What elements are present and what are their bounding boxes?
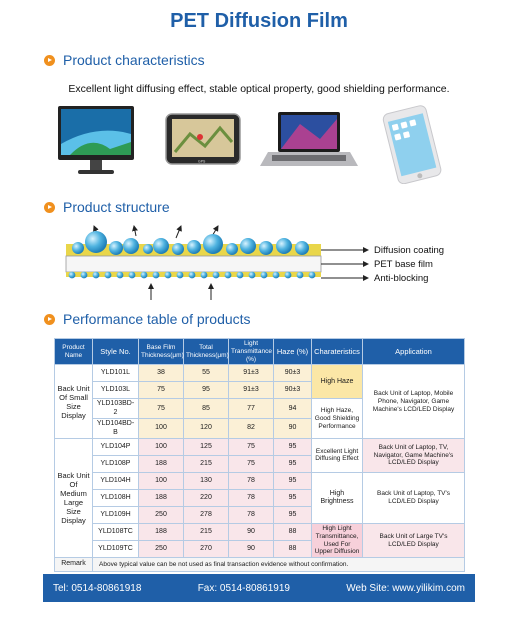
cell-light: 78 — [229, 489, 274, 506]
cell-style: YLD109H — [93, 506, 139, 523]
cell-style: YLD104P — [93, 438, 139, 455]
orange-arrow-bullet-icon — [44, 314, 55, 325]
cell-style: YLD101L — [93, 365, 139, 382]
header-light-transmittance: Light Transmittance (%) — [229, 339, 274, 365]
cell-total: 270 — [184, 541, 229, 558]
cell-haze: 95 — [274, 489, 312, 506]
section-heading-structure — [44, 199, 170, 215]
label-anti-blocking: Anti-blocking — [374, 273, 429, 284]
characteristics-text: Excellent light diffusing effect, stable optical property, good shielding performance. — [68, 83, 450, 95]
page-title: PET Diffusion Film — [170, 10, 348, 32]
footer-fax: Fax: 0514-80861919 — [197, 582, 290, 594]
table-row — [55, 523, 465, 540]
cell-total: 85 — [184, 399, 229, 419]
cell-haze: 95 — [274, 506, 312, 523]
cell-application: Back Unit of Large TV's LCD/LED Display — [363, 523, 465, 557]
section-heading-text: Product characteristics — [63, 52, 205, 68]
cell-base: 250 — [139, 506, 184, 523]
cell-light: 78 — [229, 506, 274, 523]
cell-base: 75 — [139, 399, 184, 419]
cell-total: 215 — [184, 455, 229, 472]
cell-application: Back Unit of Laptop, Mobile Phone, Navigator, Game Machine's LCD/LED Display — [363, 365, 465, 439]
cell-total: 130 — [184, 472, 229, 489]
cell-total: 55 — [184, 365, 229, 382]
performance-table — [54, 338, 465, 572]
cell-total: 215 — [184, 523, 229, 540]
cell-light: 91±3 — [229, 382, 274, 399]
cell-light: 75 — [229, 455, 274, 472]
cell-haze: 88 — [274, 541, 312, 558]
label-diffusion-coating: Diffusion coating — [374, 245, 445, 256]
header-product-name: Product Name — [55, 339, 93, 365]
cell-light: 77 — [229, 399, 274, 419]
table-header-row — [55, 339, 465, 365]
footer-tel: Tel: 0514-80861918 — [53, 582, 142, 594]
cell-base: 100 — [139, 438, 184, 455]
section-heading-characteristics — [44, 52, 205, 68]
cell-light: 90 — [229, 541, 274, 558]
cell-characteristics: High Brightness — [312, 472, 363, 523]
cell-light: 82 — [229, 419, 274, 439]
cell-characteristics: High Haze — [312, 365, 363, 399]
cell-haze: 90±3 — [274, 382, 312, 399]
cell-light: 90 — [229, 523, 274, 540]
cell-application: Back Unit of Laptop, TV's LCD/LED Display — [363, 472, 465, 523]
contact-footer — [43, 574, 475, 602]
monitor-image — [58, 106, 134, 174]
cell-style: YLD104H — [93, 472, 139, 489]
cell-haze: 88 — [274, 523, 312, 540]
devices-illustration — [40, 104, 480, 184]
laptop-image — [260, 112, 358, 166]
remark-label: Remark — [55, 558, 93, 572]
header-style-no: Style No. — [93, 339, 139, 365]
cell-light: 91±3 — [229, 365, 274, 382]
cell-base: 100 — [139, 472, 184, 489]
label-pet-base-film: PET base film — [374, 259, 433, 270]
cell-total: 120 — [184, 419, 229, 439]
light-output-arrows — [94, 226, 218, 238]
table-row — [55, 472, 465, 489]
cell-light: 78 — [229, 472, 274, 489]
cell-style: YLD103BD-2 — [93, 399, 139, 419]
anti-blocking-beads — [69, 272, 316, 279]
cell-base: 188 — [139, 489, 184, 506]
product-group-name: Back Unit Of Small Size Display — [55, 365, 93, 439]
table-row — [55, 438, 465, 455]
cell-total: 125 — [184, 438, 229, 455]
cell-total: 278 — [184, 506, 229, 523]
table-row — [55, 365, 465, 382]
cell-light: 75 — [229, 438, 274, 455]
cell-base: 188 — [139, 455, 184, 472]
structure-diagram — [56, 222, 476, 304]
label-pointers — [321, 250, 368, 278]
orange-arrow-bullet-icon — [44, 202, 55, 213]
cell-base: 38 — [139, 365, 184, 382]
header-application: Application — [363, 339, 465, 365]
cell-total: 95 — [184, 382, 229, 399]
phone-image — [382, 104, 442, 184]
header-haze: Haze (%) — [274, 339, 312, 365]
cell-style: YLD108H — [93, 489, 139, 506]
cell-haze: 90 — [274, 419, 312, 439]
tablet-image — [166, 114, 240, 164]
cell-base: 75 — [139, 382, 184, 399]
footer-website: Web Site: www.yilikim.com — [346, 582, 465, 594]
cell-style: YLD103L — [93, 382, 139, 399]
header-total-thickness: Total Thickness(μm) — [184, 339, 229, 365]
tablet-gps-label: GPS — [198, 159, 206, 164]
orange-arrow-bullet-icon — [44, 55, 55, 66]
light-input-arrows — [151, 284, 211, 300]
remark-text: Above typical value can be not used as final transaction evidence without confirmation. — [93, 558, 465, 572]
section-heading-text: Product structure — [63, 199, 170, 215]
pet-base-film-layer — [66, 256, 321, 272]
cell-characteristics: High Light Transmittance, Used For Upper Diffusion — [312, 523, 363, 557]
cell-total: 220 — [184, 489, 229, 506]
section-heading-text: Performance table of products — [63, 311, 251, 327]
cell-base: 250 — [139, 541, 184, 558]
cell-style: YLD108TC — [93, 523, 139, 540]
cell-characteristics: High Haze, Good Shielding Performance — [312, 399, 363, 439]
cell-haze: 95 — [274, 455, 312, 472]
cell-haze: 90±3 — [274, 365, 312, 382]
cell-haze: 94 — [274, 399, 312, 419]
cell-haze: 95 — [274, 438, 312, 455]
product-group-name: Back Unit Of Medium Large Size Display — [55, 438, 93, 557]
header-characteristics: Charateristics — [312, 339, 363, 365]
cell-characteristics: Excellent Light Diffusing Effect — [312, 438, 363, 472]
section-heading-performance — [44, 311, 251, 327]
cell-style: YLD108P — [93, 455, 139, 472]
cell-application: Back Unit of Laptop, TV, Navigator, Game Machine's LCD/LED Display — [363, 438, 465, 472]
cell-style: YLD109TC — [93, 541, 139, 558]
cell-style: YLD104BD-B — [93, 419, 139, 439]
remark-row — [55, 558, 465, 572]
header-base-film-thickness: Base Film Thickness(μm) — [139, 339, 184, 365]
cell-base: 188 — [139, 523, 184, 540]
cell-base: 100 — [139, 419, 184, 439]
cell-haze: 95 — [274, 472, 312, 489]
